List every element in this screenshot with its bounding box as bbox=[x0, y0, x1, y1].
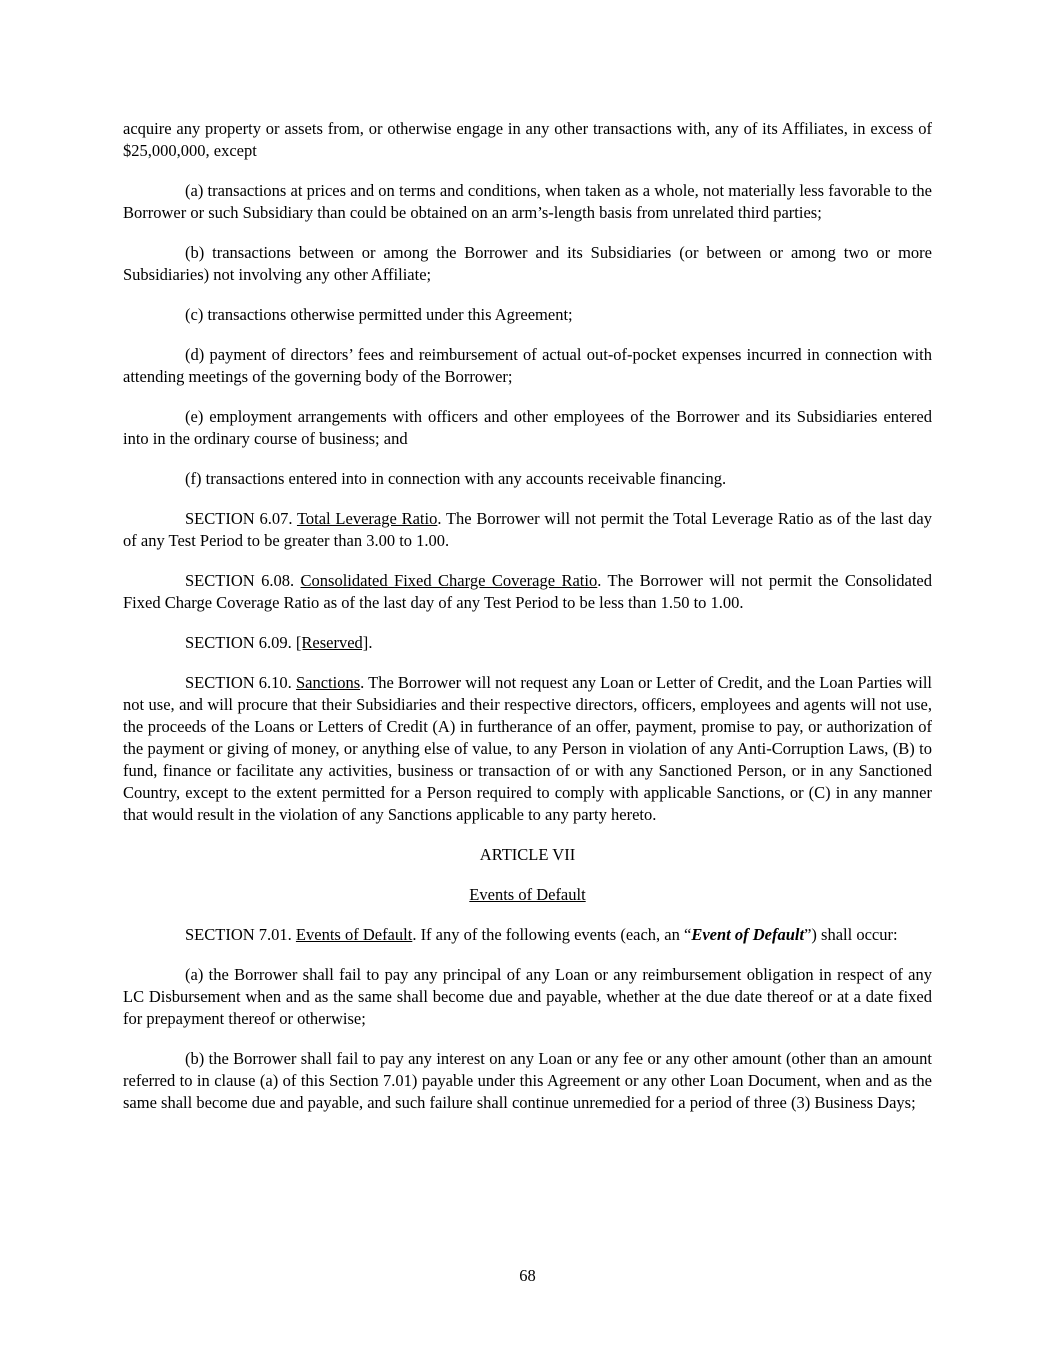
underlined-text: Sanctions bbox=[295, 673, 361, 692]
text-run: (a) the Borrower shall fail to pay any principal of any Loan or any reimbursement obligation in respect of any LC Disbursement when and as the same shall become due and payable, whether at the due date thereof or at a date fixed for prepayment thereof or otherwise; bbox=[123, 965, 932, 1028]
emphasized-text: Event of Default bbox=[691, 925, 805, 944]
clause-6-06-c bbox=[123, 304, 932, 326]
clause-6-06-d bbox=[123, 344, 932, 388]
text-run: SECTION 6.09. bbox=[185, 633, 296, 652]
text-run: (e) employment arrangements with officers and other employees of the Borrower and its Subsidiaries entered into in the ordinary course of business; and bbox=[123, 407, 932, 448]
underlined-text: Events of Default bbox=[469, 885, 586, 904]
section-6-07 bbox=[123, 508, 932, 552]
text-run: SECTION 6.08. bbox=[185, 571, 301, 590]
text-run: (d) payment of directors’ fees and reimbursement of actual out-of-pocket expenses incurred in connection with attending meetings of the governing body of the Borrower; bbox=[123, 345, 932, 386]
text-run: ARTICLE VII bbox=[479, 845, 576, 864]
text-run: . The Borrower will not permit the Total Leverage Ratio as of the last day of any Test Period to be greater than 3.00 to 1.00. bbox=[123, 509, 932, 550]
page-number: 68 bbox=[519, 1266, 536, 1285]
text-run: (f) transactions entered into in connection with any accounts receivable financing. bbox=[185, 469, 727, 488]
underlined-text: Events of Default bbox=[295, 925, 413, 944]
clause-7-01-b bbox=[123, 1048, 932, 1114]
underlined-text: [Reserved] bbox=[295, 633, 369, 652]
text-run: (b) the Borrower shall fail to pay any interest on any Loan or any fee or any other amount (other than an amount referred to in clause (a) of this Section 7.01) payable under this Agreement or any other Loan Document, when and as the same shall become due and payable, and such failure shall continue unremedied for a period of three (3) Business Days; bbox=[123, 1049, 932, 1112]
text-run: . bbox=[368, 633, 373, 652]
underlined-text: Total Leverage Ratio bbox=[296, 509, 438, 528]
text-run: . The Borrower will not request any Loan or Letter of Credit, and the Loan Parties will not use, and will procure that their Subsidiaries and their respective directors, officers, employees and agents will not use, the proceeds of the Loans or Letters of Credit (A) in furtherance of an offer, payment, promise to pay, or authorization of the payment or giving of money, or anything else of value, to any Person in violation of any Anti-Corruption Laws, (B) to fund, finance or facilitate any activities, business or transaction of or with any Sanctioned Person, or in any Sanctioned Country, except to the extent permitted for a Person required to comply with applicable Sanctions, or (C) in any manner that would result in the violation of any Sanctions applicable to any party hereto. bbox=[123, 673, 932, 824]
article-vii-heading bbox=[123, 844, 932, 866]
clause-6-06-a bbox=[123, 180, 932, 224]
document-body bbox=[123, 118, 932, 1114]
clause-7-01-a bbox=[123, 964, 932, 1030]
section-6-09 bbox=[123, 632, 932, 654]
text-run: SECTION 6.07. bbox=[185, 509, 297, 528]
underlined-text: Consolidated Fixed Charge Coverage Ratio bbox=[300, 571, 598, 590]
events-of-default-heading bbox=[123, 884, 932, 906]
clause-6-06-f bbox=[123, 468, 932, 490]
section-7-01 bbox=[123, 924, 932, 946]
text-run: acquire any property or assets from, or otherwise engage in any other transactions with, any of its Affiliates, in excess of $25,000,000, except bbox=[123, 119, 932, 160]
text-run: (a) transactions at prices and on terms and conditions, when taken as a whole, not materially less favorable to the Borrower or such Subsidiary than could be obtained on an arm’s-length basis from unrelated third parties; bbox=[123, 181, 932, 222]
text-run: ”) shall occur: bbox=[804, 925, 898, 944]
section-6-08 bbox=[123, 570, 932, 614]
text-run: (c) transactions otherwise permitted under this Agreement; bbox=[185, 305, 573, 324]
clause-6-06-e bbox=[123, 406, 932, 450]
section-6-10 bbox=[123, 672, 932, 826]
continuation-paragraph bbox=[123, 118, 932, 162]
text-run: SECTION 7.01. bbox=[185, 925, 296, 944]
text-run: SECTION 6.10. bbox=[185, 673, 296, 692]
text-run: . If any of the following events (each, an “ bbox=[412, 925, 692, 944]
text-run: . The Borrower will not permit the Consolidated Fixed Charge Coverage Ratio as of the last day of any Test Period to be less than 1.50 to 1.00. bbox=[123, 571, 933, 612]
text-run: (b) transactions between or among the Borrower and its Subsidiaries (or between or among two or more Subsidiaries) not involving any other Affiliate; bbox=[123, 243, 932, 284]
clause-6-06-b bbox=[123, 242, 932, 286]
